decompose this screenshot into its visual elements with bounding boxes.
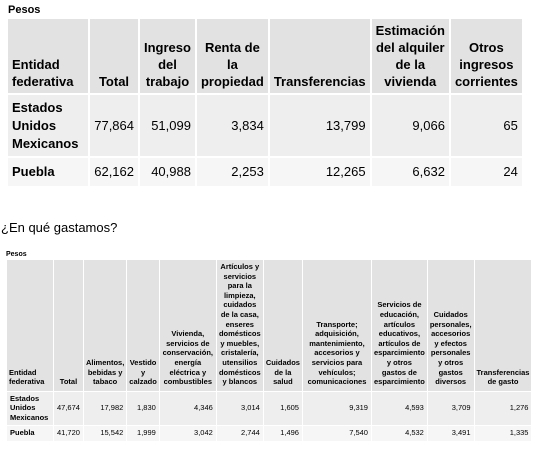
spending-cell-limpieza: 3,014 [217,392,263,425]
income-header-entidad: Entidad federativa [8,19,88,93]
income-cell-alquiler: 9,066 [372,95,449,156]
spending-cell-vivienda: 4,346 [160,392,216,425]
income-cell-trabajo: 51,099 [140,95,195,156]
spending-cell-transporte: 9,319 [303,392,371,425]
spending-cell-alimentos: 17,982 [84,392,126,425]
spending-header-educacion: Servicios de educación, artículos educativos, artículos de esparcimiento y otros gastos de esparcimiento [372,260,427,391]
income-cell-transferencias: 12,265 [270,158,370,186]
income-cell-renta: 3,834 [197,95,268,156]
spending-cell-total: 41,720 [54,426,83,441]
spending-cell-transferencias: 1,335 [475,426,532,441]
income-header-total: Total [90,19,138,93]
spending-header-total: Total [54,260,83,391]
income-header-trabajo: Ingreso del trabajo [140,19,195,93]
spending-cell-salud: 1,496 [264,426,302,441]
spending-cell-educacion: 4,532 [372,426,427,441]
income-cell-trabajo: 40,988 [140,158,195,186]
spending-cell-cuidados-personales: 3,709 [428,392,474,425]
income-cell-total: 62,162 [90,158,138,186]
spending-cell-entidad: Estados Unidos Mexicanos [7,392,53,425]
spending-cell-alimentos: 15,542 [84,426,126,441]
income-header-alquiler: Estimación del alquiler de la vivienda [372,19,449,93]
spending-cell-entidad: Puebla [7,426,53,441]
spending-header-transferencias: Transferencias de gasto [475,260,532,391]
spending-cell-vestido: 1,830 [127,392,159,425]
spending-heading: ¿En qué gastamos? [1,220,118,235]
income-row-puebla [8,158,522,186]
income-header-transferencias: Transferencias [270,19,370,93]
spending-cell-limpieza: 2,744 [217,426,263,441]
spending-row-puebla [7,426,531,441]
income-cell-alquiler: 6,632 [372,158,449,186]
income-header-renta: Renta de la propiedad [197,19,268,93]
income-header-otros: Otros ingresos corrientes [451,19,522,93]
spending-cell-educacion: 4,593 [372,392,427,425]
income-header-row [8,19,522,93]
income-units-label: Pesos [8,4,41,16]
spending-row-nacional [7,392,531,425]
spending-cell-total: 47,674 [54,392,83,425]
spending-cell-transporte: 7,540 [303,426,371,441]
spending-header-vestido: Vestido y calzado [127,260,159,391]
spending-header-row [7,260,531,391]
income-cell-otros: 65 [451,95,522,156]
spending-header-cuidados-personales: Cuidados personales, accesorios y efectos personales y otros gastos diversos [428,260,474,391]
income-cell-total: 77,864 [90,95,138,156]
spending-header-limpieza: Artículos y servicios para la limpieza, cuidados de la casa, enseres domésticos y muebles, cristalería, utensilios domésticos y blancos [217,260,263,391]
spending-cell-vivienda: 3,042 [160,426,216,441]
income-cell-renta: 2,253 [197,158,268,186]
spending-units-label: Pesos [6,251,27,258]
spending-cell-transferencias: 1,276 [475,392,532,425]
spending-header-salud: Cuidados de la salud [264,260,302,391]
spending-cell-cuidados-personales: 3,491 [428,426,474,441]
income-cell-transferencias: 13,799 [270,95,370,156]
income-row-nacional [8,95,522,156]
income-cell-entidad: Estados Unidos Mexicanos [8,95,88,156]
spending-cell-salud: 1,605 [264,392,302,425]
income-cell-entidad: Puebla [8,158,88,186]
spending-table [6,259,532,442]
spending-header-transporte: Transporte; adquisición, mantenimiento, accesorios y servicios para vehículos; comunicaciones [303,260,371,391]
income-table [6,17,524,188]
spending-cell-vestido: 1,999 [127,426,159,441]
spending-header-entidad: Entidad federativa [7,260,53,391]
income-cell-otros: 24 [451,158,522,186]
spending-header-alimentos: Alimentos, bebidas y tabaco [84,260,126,391]
spending-header-vivienda: Vivienda, servicios de conservación, energía eléctrica y combustibles [160,260,216,391]
